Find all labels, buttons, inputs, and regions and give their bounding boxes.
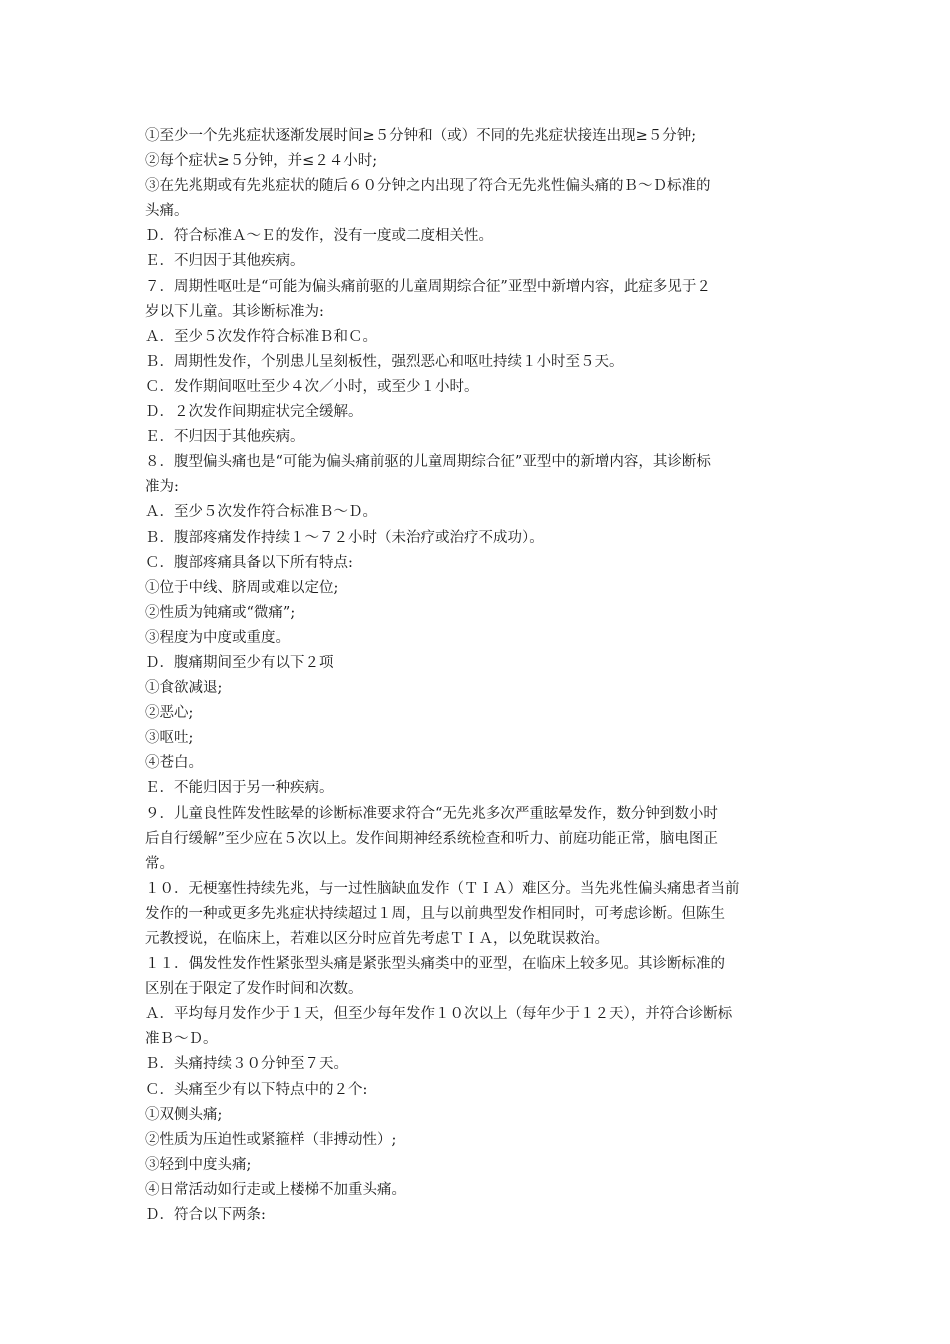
text-line: ②性质为压迫性或紧箍样（非搏动性）; [145, 1131, 397, 1148]
text-line: ７．周期性呕吐是“可能为偏头痛前驱的儿童周期综合征”亚型中新增内容，此症多见于２ [145, 278, 711, 295]
text-line: 后自行缓解”至少应在５次以上。发作间期神经系统检查和听力、前庭功能正常，脑电图正 [145, 830, 718, 847]
document-body [145, 124, 815, 1228]
text-line: ②每个症状≥５分钟，并≤２４小时; [145, 153, 378, 170]
text-line: Ｃ．发作期间呕吐至少４次／小时，或至少１小时。 [145, 378, 479, 395]
text-line: 准Ｂ～Ｄ。 [145, 1031, 218, 1048]
text-line: 发作的一种或更多先兆症状持续超过１周，且与以前典型发作相同时，可考虑诊断。但陈生 [145, 905, 725, 922]
text-line: ８．腹型偏头痛也是“可能为偏头痛前驱的儿童周期综合征”亚型中的新增内容，其诊断标 [145, 454, 711, 471]
text-line: ④苍白。 [145, 755, 203, 772]
text-line: Ｄ．符合以下两条: [145, 1207, 266, 1224]
text-line: ④日常活动如行走或上楼梯不加重头痛。 [145, 1181, 406, 1198]
text-line: ③在先兆期或有先兆症状的随后６０分钟之内出现了符合无先兆性偏头痛的Ｂ～Ｄ标准的 [145, 178, 711, 195]
text-line: ①双侧头痛; [145, 1106, 223, 1123]
text-line: Ｅ．不能归因于另一种疾病。 [145, 780, 334, 797]
text-line: Ｂ．腹部疼痛发作持续１～７２小时（未治疗或治疗不成功）。 [145, 529, 544, 546]
text-line: Ｅ．不归因于其他疾病。 [145, 253, 305, 270]
text-line: 头痛。 [145, 203, 189, 220]
text-line: 准为: [145, 479, 179, 496]
text-line: Ｄ．符合标准Ａ～Ｅ的发作，没有一度或二度相关性。 [145, 228, 493, 245]
text-line: Ｃ．头痛至少有以下特点中的２个: [145, 1081, 368, 1098]
text-line: Ｂ．头痛持续３０分钟至７天。 [145, 1056, 348, 1073]
text-line: Ａ．至少５次发作符合标准Ｂ～Ｄ。 [145, 504, 377, 521]
text-line: Ａ．至少５次发作符合标准Ｂ和Ｃ。 [145, 328, 377, 345]
text-line: ９．儿童良性阵发性眩晕的诊断标准要求符合“无先兆多次严重眩晕发作，数分钟到数小时 [145, 805, 718, 822]
text-line: Ｃ．腹部疼痛具备以下所有特点: [145, 554, 353, 571]
text-line: １０．无梗塞性持续先兆，与一过性脑缺血发作（ＴＩＡ）难区分。当先兆性偏头痛患者当前 [145, 880, 740, 897]
text-line: Ｂ．周期性发作，个别患儿呈刻板性，强烈恶心和呕吐持续１小时至５天。 [145, 353, 624, 370]
text-line: ③轻到中度头痛; [145, 1156, 252, 1173]
text-line: Ｄ．２次发作间期症状完全缓解。 [145, 404, 363, 421]
text-line: 元教授说，在临床上，若难以区分时应首先考虑ＴＩＡ，以免耽误救治。 [145, 931, 609, 947]
text-line: Ａ．平均每月发作少于１天，但至少每年发作１０次以上（每年少于１２天），并符合诊断标 [145, 1006, 733, 1023]
text-line: ③程度为中度或重度。 [145, 629, 290, 646]
text-line: １１．偶发性发作性紧张型头痛是紧张型头痛类中的亚型，在临床上较多见。其诊断标准的 [145, 956, 725, 973]
text-line: 区别在于限定了发作时间和次数。 [145, 981, 363, 998]
text-line: ①位于中线、脐周或难以定位; [145, 579, 339, 596]
text-line: ①食欲减退; [145, 680, 223, 697]
text-line: ②性质为钝痛或“微痛”; [145, 604, 296, 621]
text-line: Ｄ．腹痛期间至少有以下２项 [145, 654, 334, 671]
text-line: ①至少一个先兆症状逐渐发展时间≥５分钟和（或）不同的先兆症状接连出现≥５分钟; [145, 128, 697, 144]
text-line: ②恶心; [145, 705, 194, 722]
text-line: ③呕吐; [145, 730, 194, 747]
text-line: 常。 [145, 855, 174, 872]
text-line: 岁以下儿童。其诊断标准为: [145, 303, 324, 320]
text-line: Ｅ．不归因于其他疾病。 [145, 429, 305, 446]
